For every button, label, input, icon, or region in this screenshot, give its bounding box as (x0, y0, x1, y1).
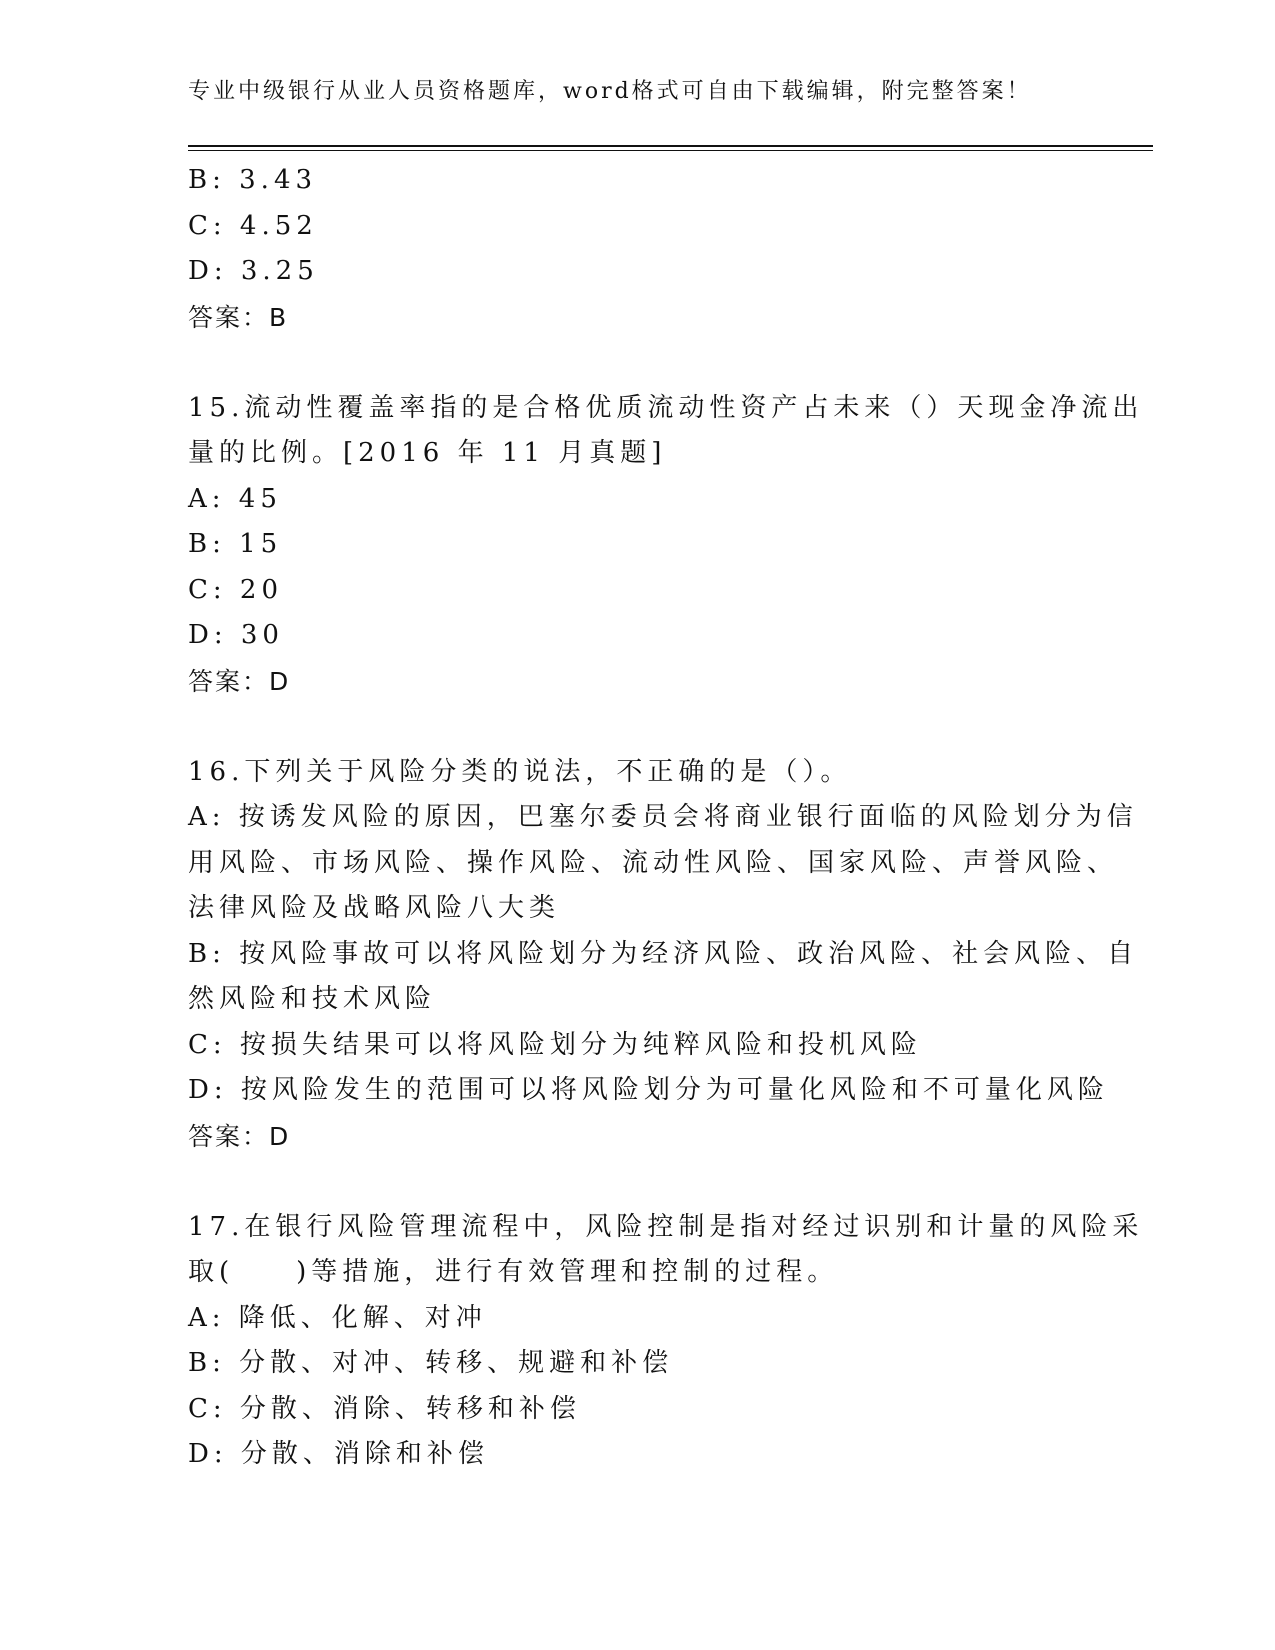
question-17 (188, 1205, 1144, 1478)
header-divider-thin (188, 150, 1153, 151)
option-c: C: 分散、消除、转移和补偿 (188, 1393, 581, 1424)
answer: 答案：D (188, 1121, 291, 1151)
option-a-cont: 用风险、市场风险、操作风险、流动性风险、国家风险、声誉风险、 (188, 847, 1119, 878)
question-stem: 取( )等措施，进行有效管理和控制的过程。 (188, 1257, 839, 1287)
option-c: C: 按损失结果可以将风险划分为纯粹风险和投机风险 (188, 1029, 922, 1060)
option-a: A: 45 (188, 483, 282, 514)
question-stem: 15.流动性覆盖率指的是合格优质流动性资产占未来（）天现金净流出 (188, 392, 1144, 423)
option-c: C: 4.52 (188, 210, 318, 241)
option-b: B: 15 (188, 529, 283, 559)
page-header: 专业中级银行从业人员资格题库，word格式可自由下载编辑，附完整答案！ (188, 79, 1032, 104)
option-c: C: 20 (188, 574, 284, 605)
answer: 答案：B (188, 302, 289, 332)
option-a: A: 降低、化解、对冲 (188, 1302, 487, 1333)
question-stem: 17.在银行风险管理流程中，风险控制是指对经过识别和计量的风险采 (188, 1211, 1144, 1242)
option-b: B: 3.43 (188, 165, 318, 195)
option-d: D: 分散、消除和补偿 (188, 1439, 489, 1469)
question-14-continued (188, 158, 1078, 340)
option-b: B: 按风险事故可以将风险划分为经济风险、政治风险、社会风险、自 (188, 938, 1139, 969)
header-divider (188, 145, 1153, 147)
question-16 (188, 750, 1139, 1160)
option-d: D: 按风险发生的范围可以将风险划分为可量化风险和不可量化风险 (188, 1075, 1109, 1105)
question-stem: 量的比例。[2016 年 11 月真题] (188, 438, 667, 468)
option-a: A: 按诱发风险的原因，巴塞尔委员会将商业银行面临的风险划分为信 (188, 802, 1138, 832)
option-b-cont: 然风险和技术风险 (188, 984, 437, 1014)
question-stem: 16.下列关于风险分类的说法，不正确的是（）。 (188, 756, 852, 787)
question-15 (188, 386, 1144, 705)
option-b: B: 分散、对冲、转移、规避和补偿 (188, 1348, 674, 1378)
answer: 答案：D (188, 666, 291, 696)
question-list (188, 158, 1144, 1478)
option-d: D: 3.25 (188, 256, 319, 286)
option-a-cont: 法律风险及战略风险八大类 (188, 893, 561, 923)
option-d: D: 30 (188, 620, 284, 650)
